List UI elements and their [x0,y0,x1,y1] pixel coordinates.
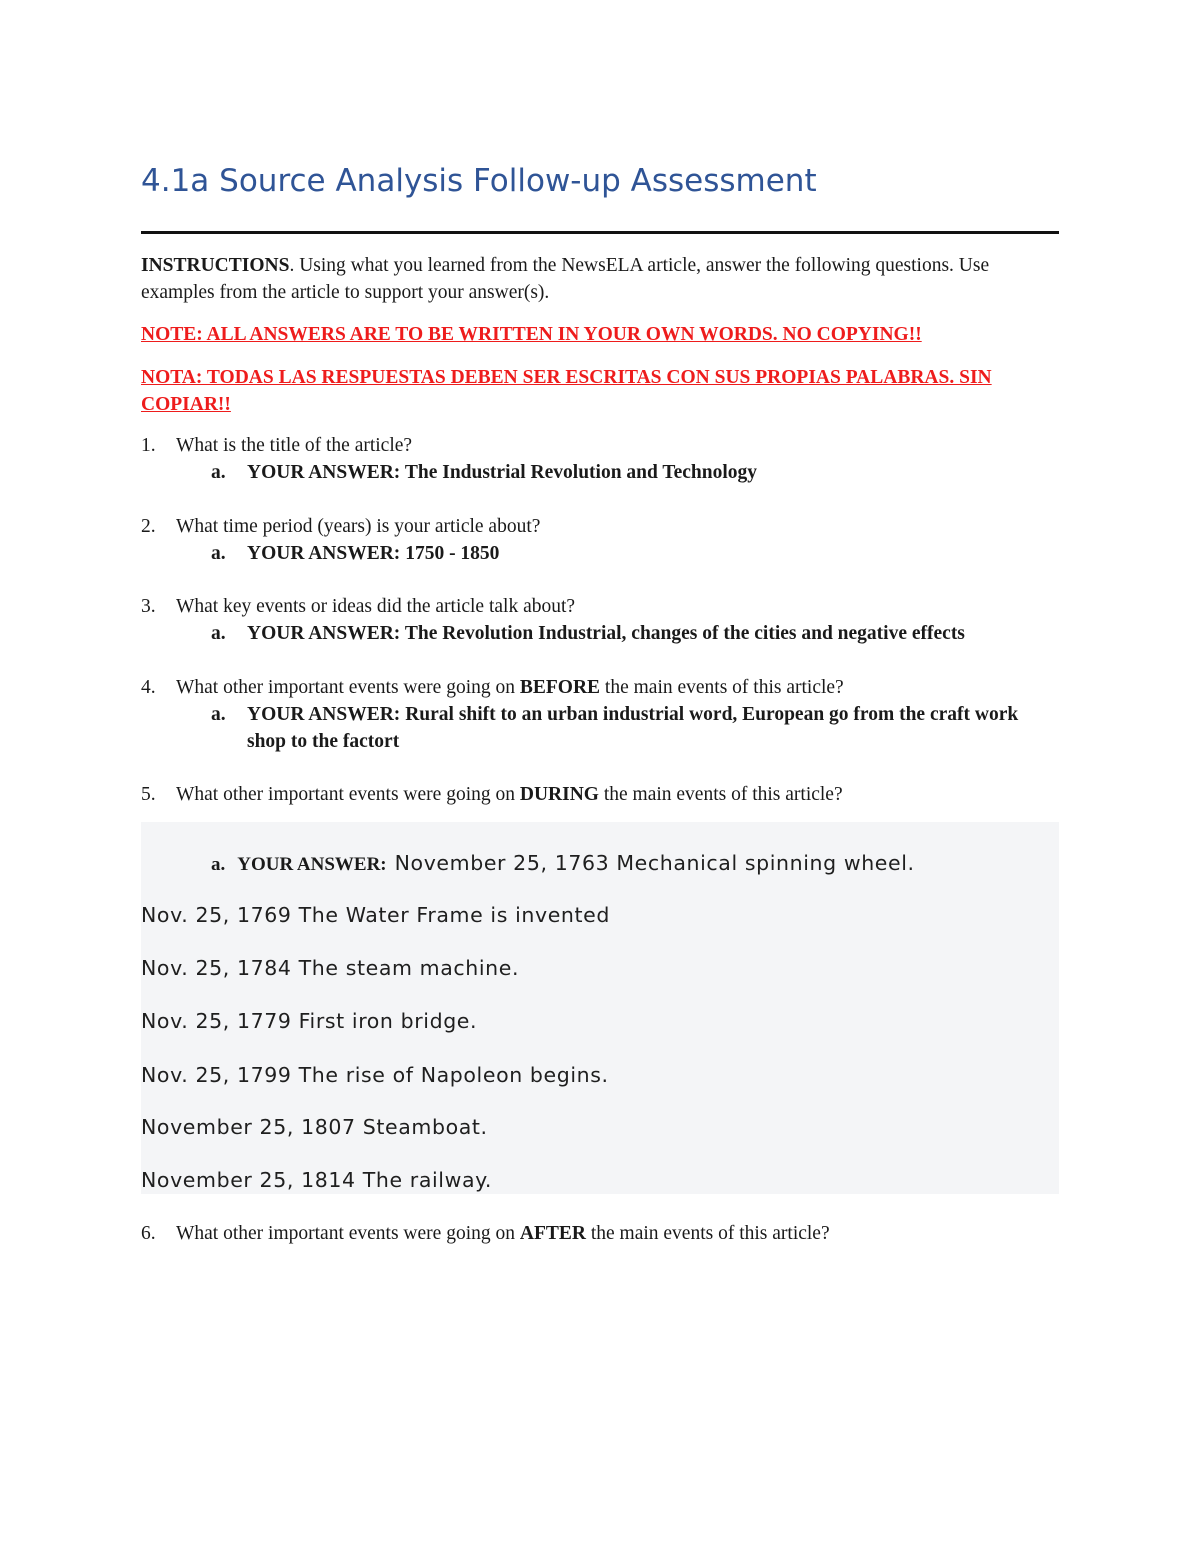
instructions-label: INSTRUCTIONS [141,255,290,276]
question-number: 5. [141,784,156,805]
question-emphasis: DURING [519,784,599,805]
note-spanish: NOTA: TODAS LAS RESPUESTAS DEBEN SER ESCRITAS CON SUS PROPIAS PALABRAS. SIN COPIAR!! [141,367,992,415]
answer-letter: a. [211,623,226,644]
answer-letter: a. [211,543,226,564]
timeline-entry: Nov. 25, 1784 The steam machine. [141,956,520,980]
timeline-entry: Nov. 25, 1799 The rise of Napoleon begins. [141,1063,609,1087]
instructions-text: . Using what you learned from the NewsELA article, answer the following questions. Use examples from the article to support your answer(s). [141,255,990,303]
answer-label: YOUR ANSWER: [237,854,387,875]
answer-text: 1750 - 1850 [405,543,500,564]
question-number: 6. [141,1223,156,1244]
question-number: 4. [141,677,156,698]
answer-text: The Revolution Industrial, changes of the cities and negative effects [404,623,965,644]
answer-text: Rural shift to an urban industrial word, European go from the craft work shop to the factort [247,704,1019,752]
question-text: What other important events were going on AFTER the main events of this article? [176,1223,830,1244]
answer-label: YOUR ANSWER: [247,704,401,725]
instructions-paragraph [141,252,1059,306]
question-number: 1. [141,435,156,456]
title-divider [141,231,1059,234]
answer-letter: a. [211,854,226,875]
question-number: 3. [141,596,156,617]
question-emphasis: BEFORE [519,677,601,698]
question-text: What time period (years) is your article about? [176,516,541,537]
answer-letter: a. [211,462,226,483]
answer-letter: a. [211,704,226,725]
timeline-entry: Nov. 25, 1779 First iron bridge. [141,1009,478,1033]
question-text: What other important events were going on DURING the main events of this article? [176,784,843,805]
timeline-entry: Nov. 25, 1769 The Water Frame is invented [141,903,610,927]
question-text: What other important events were going on BEFORE the main events of this article? [176,677,844,698]
question-text: What key events or ideas did the article talk about? [176,596,576,617]
answer-label: YOUR ANSWER: [247,462,401,483]
answer-label: YOUR ANSWER: [247,623,401,644]
question-number: 2. [141,516,156,537]
answer-label: YOUR ANSWER: [247,543,401,564]
during-answer-box [141,822,1059,1194]
timeline-entry: November 25, 1807 Steamboat. [141,1115,488,1139]
answer-5-first-line [211,851,915,876]
question-emphasis: AFTER [519,1223,586,1244]
note-english: NOTE: ALL ANSWERS ARE TO BE WRITTEN IN YOUR OWN WORDS. NO COPYING!! [141,324,922,345]
question-text: What is the title of the article? [176,435,413,456]
page-title: 4.1a Source Analysis Follow-up Assessment [141,163,817,199]
answer-text: The Industrial Revolution and Technology [404,462,758,483]
timeline-entry: November 25, 1814 The railway. [141,1168,493,1192]
timeline-entry: November 25, 1763 Mechanical spinning wheel. [394,851,915,875]
